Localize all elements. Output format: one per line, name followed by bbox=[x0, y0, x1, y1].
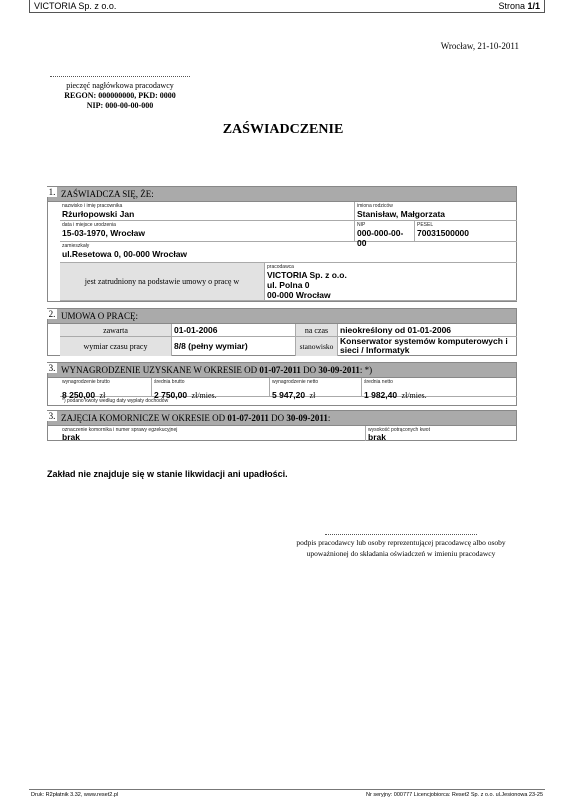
gross-amount: 8 250,00 bbox=[62, 390, 96, 400]
position-line2: sieci / Informatyk bbox=[340, 345, 410, 355]
bailiff-cell bbox=[60, 426, 366, 441]
section-header: ZAJĘCIA KOMORNICZE W OKRESIE OD 01-07-2011 DO 30-09-2011: bbox=[48, 411, 516, 426]
gross-cell: wynagrodzenie brutto 8 250,00 zł bbox=[60, 378, 152, 397]
section-employee bbox=[47, 186, 517, 302]
net-cell: wynagrodzenie netto 5 947,20 zł bbox=[270, 378, 362, 397]
employer-name: VICTORIA Sp. z o.o. bbox=[267, 270, 347, 280]
section-contract bbox=[47, 308, 517, 356]
section-number: 2. bbox=[48, 309, 56, 319]
field-label: pracodawca bbox=[267, 264, 294, 270]
avg-net-amount: 1 982,40 bbox=[364, 390, 398, 400]
field-label: data i miejsce urodzenia bbox=[62, 222, 116, 228]
employer-street: ul. Polna 0 bbox=[267, 280, 310, 290]
stamp-nip: NIP: 000-00-00-000 bbox=[86, 101, 154, 110]
pesel-cell bbox=[415, 221, 517, 242]
field-label: imiona rodziców bbox=[357, 203, 393, 209]
worktime-label: wymiar czasu pracy bbox=[60, 337, 172, 356]
section-number: 3. bbox=[48, 411, 56, 421]
section-number: 3. bbox=[48, 363, 56, 373]
field-label: NIP bbox=[357, 222, 366, 228]
field-label: wynagrodzenie netto bbox=[272, 379, 319, 385]
section-garnishment bbox=[47, 410, 517, 441]
page-title: ZAŚWIADCZENIE bbox=[222, 122, 344, 137]
signature-block bbox=[285, 534, 517, 559]
employment-basis: jest zatrudniony na podstawie umowy o pracę w bbox=[60, 263, 265, 301]
section-header: WYNAGRODZENIE UZYSKANE W OKRESIE OD 01-07-2011 DO 30-09-2011: *) bbox=[48, 363, 516, 378]
section-header: ZAŚWIADCZA SIĘ, ŻE: bbox=[48, 187, 516, 202]
net-amount: 5 947,20 bbox=[272, 390, 306, 400]
employee-name-cell bbox=[60, 202, 355, 221]
section-header: UMOWA O PRACĘ: bbox=[48, 309, 516, 324]
parents-cell bbox=[355, 202, 517, 221]
bailiff-value: brak bbox=[62, 432, 80, 442]
footer-right: Nr seryjny: 000777 Licencjobiorca: Reset2 Sp. z o.o. ul.Jesionowa 23-25 bbox=[365, 792, 543, 798]
field-label: średnia netto bbox=[364, 379, 393, 385]
employee-nip: 000-000-00-00 bbox=[357, 228, 404, 248]
field-label: średnia brutto bbox=[154, 379, 185, 385]
concluded-date: 01-01-2006 bbox=[172, 324, 296, 337]
field-label: wysokość potrąconych kwot bbox=[368, 427, 430, 433]
deducted-cell bbox=[366, 426, 517, 441]
deducted-amount: brak bbox=[368, 432, 386, 442]
employee-address: ul.Resetowa 0, 00-000 Wrocław bbox=[62, 249, 188, 259]
address-cell bbox=[60, 242, 517, 263]
avg-gross-cell: średnia brutto 2 750,00 zł/mies. bbox=[152, 378, 270, 397]
employer-cell bbox=[265, 263, 517, 301]
stamp-regon: REGON: 000000000, PKD: 0000 bbox=[64, 91, 176, 100]
stamp-block bbox=[50, 76, 190, 111]
avg-gross-amount: 2 750,00 bbox=[154, 390, 188, 400]
place-date: Wrocław, 21-10-2011 bbox=[440, 41, 519, 51]
birth-date-place: 15-03-1970, Wrocław bbox=[62, 228, 145, 238]
page-header bbox=[29, 0, 545, 13]
parents-names: Stanisław, Małgorzata bbox=[357, 209, 446, 219]
footer-left: Druk: R2płatnik 3.32, www.reset2.pl bbox=[31, 792, 119, 798]
signature-line2: upoważnionej do składania oświadczeń w imieniu pracodawcy bbox=[306, 549, 496, 558]
salary-footnote: *) podano kwoty według daty wypłaty dochodów bbox=[62, 398, 169, 404]
section-salary bbox=[47, 362, 517, 406]
position-label: stanowisko bbox=[296, 337, 338, 356]
position-line1: Konserwator systemów komputerowych i bbox=[340, 336, 508, 346]
header-company: VICTORIA Sp. z o.o. bbox=[34, 1, 117, 11]
header-page: Strona 1/1 bbox=[498, 1, 540, 11]
employee-name: Rżurłopowski Jan bbox=[62, 209, 135, 219]
employer-city: 00-000 Wrocław bbox=[267, 290, 331, 300]
field-label: oznaczenie komornika i numer sprawy egzekucyjnej bbox=[62, 427, 178, 433]
field-label: wynagrodzenie brutto bbox=[62, 379, 110, 385]
section-number: 1. bbox=[48, 187, 56, 197]
nip-cell bbox=[355, 221, 415, 248]
liquidation-statement: Zakład nie znajduje się w stanie likwidacji ani upadłości. bbox=[47, 469, 288, 479]
concluded-label: zawarta bbox=[60, 324, 172, 337]
period-label: na czas bbox=[296, 324, 338, 337]
contract-period: nieokreślony od 01-01-2006 bbox=[338, 324, 517, 337]
birth-cell bbox=[60, 221, 355, 242]
field-label: zamieszkały bbox=[62, 243, 90, 249]
signature-line1: podpis pracodawcy lub osoby reprezentującej pracodawcę albo osoby bbox=[296, 538, 506, 547]
employee-pesel: 70031500000 bbox=[417, 228, 470, 238]
field-label: PESEL bbox=[417, 222, 434, 228]
worktime: 8/8 (pełny wymiar) bbox=[172, 337, 296, 356]
page-footer bbox=[29, 789, 545, 801]
stamp-label: pieczęć nagłówkowa pracodawcy bbox=[66, 81, 174, 90]
position-cell bbox=[338, 337, 517, 356]
field-label: nazwisko i imię pracownika bbox=[62, 203, 123, 209]
avg-net-cell: średnia netto 1 982,40 zł/mies. bbox=[362, 378, 517, 397]
